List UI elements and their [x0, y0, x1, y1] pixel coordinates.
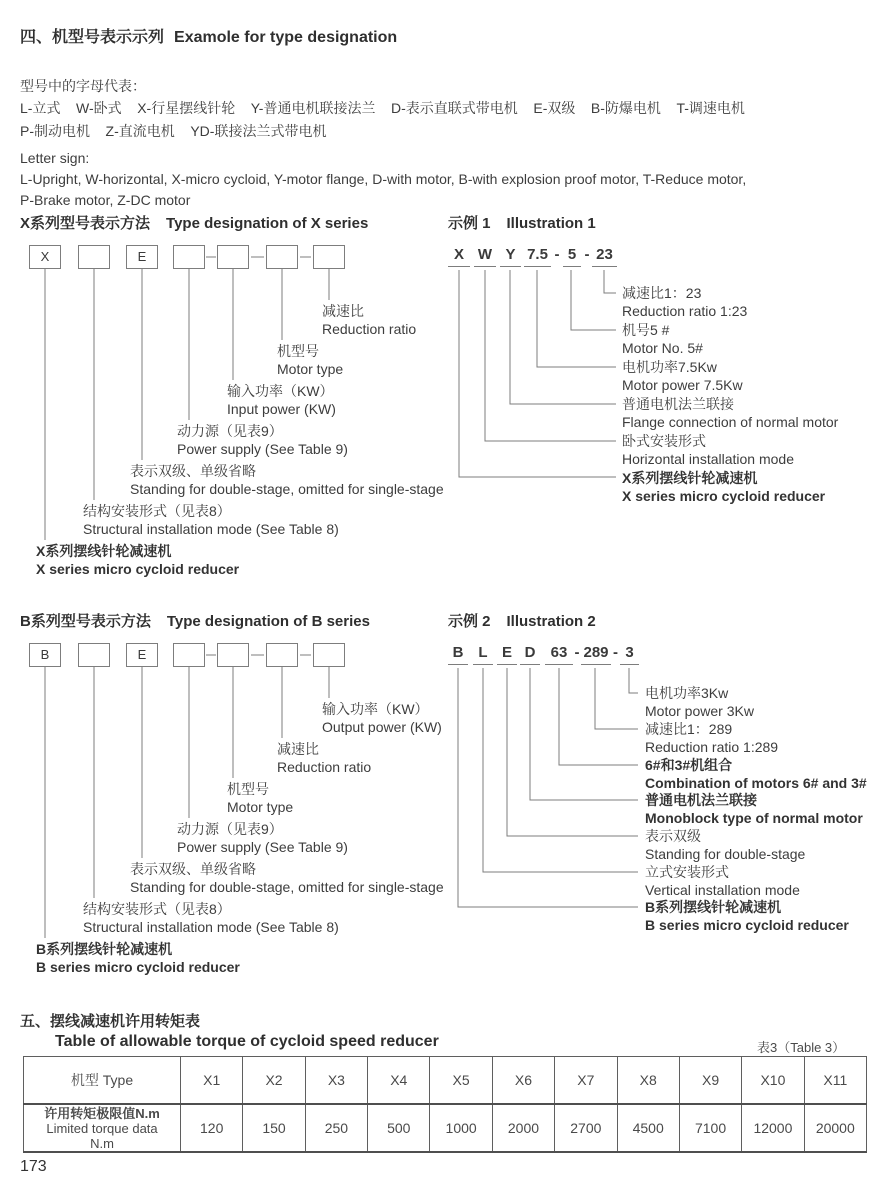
illustration2-code-b: B: [448, 644, 468, 665]
illustration2-code-63: 63: [545, 644, 573, 665]
illustration2-code-e: E: [497, 644, 517, 665]
illustration1-code-power: 7.5: [524, 246, 551, 267]
label-en: Reduction ratio 1:23: [622, 303, 748, 319]
label-en: Reduction ratio 1:289: [645, 739, 779, 755]
label-en: X series micro cycloid reducer: [622, 488, 826, 504]
label-cn: 电机功率3Kw: [645, 685, 729, 701]
illustration1-label-horizontal: [622, 432, 794, 468]
label-en: Flange connection of normal motor: [622, 414, 839, 430]
illustration2-label-motor-power: [645, 684, 754, 720]
label-cn: 6#和3#机组合: [645, 757, 733, 773]
b-series-box-1: B: [29, 643, 61, 667]
illustration1-code-dash2: -: [584, 246, 590, 263]
illustration2-code-dash2: -: [613, 644, 618, 661]
illustration2-code-l: L: [473, 644, 493, 665]
label-en: Standing for double-stage, omitted for single-stage: [130, 481, 444, 497]
x-series-label-motor-type: [277, 342, 343, 378]
label-en: Combination of motors 6# and 3#: [645, 775, 867, 791]
x-series-label-input-power: [227, 382, 336, 418]
column-header: X3: [305, 1057, 367, 1105]
label-cn: X系列摆线针轮减速机: [36, 543, 172, 559]
label-cn: 减速比: [277, 741, 319, 757]
page-number: 173: [20, 1158, 47, 1175]
label-cn: 结构安装形式（见表8）: [83, 901, 231, 917]
x-series-label-double-stage: [130, 462, 444, 498]
label-cn: 动力源（见表9）: [177, 821, 283, 837]
column-header: X11: [804, 1057, 866, 1105]
label-cn: 输入功率（KW）: [227, 383, 334, 399]
illustration1-label-motor-power: [622, 358, 743, 394]
column-header: X5: [430, 1057, 492, 1105]
label-cn: 机型号: [277, 343, 319, 359]
b-series-label-reduction-ratio: [277, 740, 371, 776]
letters-en-line2: P-Brake motor, Z-DC motor: [20, 192, 191, 208]
torque-section-heading-cn: 五、摆线减速机许用转矩表: [20, 1013, 201, 1030]
illustration2-code-dash: -: [574, 644, 580, 661]
label-en: Motor power 3Kw: [645, 703, 754, 719]
label-en: X series micro cycloid reducer: [36, 561, 240, 577]
table-reference: 表3（Table 3）: [757, 1040, 846, 1055]
table-cell: 7100: [679, 1104, 741, 1152]
b-series-label-motor-type: [227, 780, 293, 816]
x-series-heading-en: Type designation of X series: [166, 215, 369, 232]
label-cn: 表示双级、单级省略: [130, 861, 256, 877]
x-series-label-power-supply: [177, 422, 348, 458]
label-en: Motor No. 5#: [622, 340, 703, 356]
label-cn: 立式安装形式: [645, 864, 729, 880]
column-header: X7: [555, 1057, 617, 1105]
b-series-label-output-power: [322, 700, 442, 736]
illustration1-code-w: W: [474, 246, 496, 267]
label-en: Output power (KW): [322, 719, 442, 735]
letters-en-line1: L-Upright, W-horizontal, X-micro cycloid, Y-motor flange, D-with motor, B-with explosion proof motor, T-Reduce motor,: [20, 171, 747, 187]
column-header-type: 机型 Type: [24, 1057, 181, 1105]
illustration2-code-3: 3: [620, 644, 639, 665]
table-cell: 2700: [555, 1104, 617, 1152]
label-cn: 输入功率（KW）: [322, 701, 429, 717]
illustration2-label-reduction-ratio: [645, 720, 778, 756]
label-cn: 结构安装形式（见表8）: [83, 503, 231, 519]
b-series-label-reducer: [36, 940, 240, 976]
table-cell: 1000: [430, 1104, 492, 1152]
letters-cn-heading: 型号中的字母代表：: [20, 78, 146, 94]
b-series-heading-en: Type designation of B series: [166, 613, 370, 630]
x-series-label-installation-mode: [83, 502, 339, 538]
label-cn: 表示双级、单级省略: [130, 463, 256, 479]
label-cn: 电机功率7.5Kw: [622, 359, 717, 375]
illustration1-code-ratio: 23: [592, 246, 617, 267]
x-series-box-1: X: [29, 245, 61, 269]
label-en: Structural installation mode (See Table 8): [83, 919, 339, 935]
illustration1-code-dash: -: [554, 246, 560, 263]
label-cn: 减速比1：23: [622, 285, 702, 301]
label-en: B series micro cycloid reducer: [645, 917, 849, 933]
label-cn: 减速比1：289: [645, 721, 733, 737]
illustration2-label-vertical: [645, 863, 800, 899]
illustration1-label-motor-no: [622, 321, 703, 357]
torque-row-label: [24, 1104, 181, 1152]
label-en: Motor type: [227, 799, 294, 815]
label-cn: 减速比: [322, 303, 364, 319]
b-series-label-installation-mode: [83, 900, 339, 936]
label-en: Vertical installation mode: [645, 882, 800, 898]
b-series-label-power-supply: [177, 820, 348, 856]
x-series-heading-cn: X系列型号表示方法: [20, 215, 151, 232]
label-en: Standing for double-stage: [645, 846, 806, 862]
column-header: X9: [679, 1057, 741, 1105]
torque-row-label-en1: Limited torque data: [46, 1120, 158, 1136]
page-title-cn: 四、机型号表示示列: [20, 29, 165, 46]
label-cn: 机号5 #: [622, 322, 670, 338]
column-header: X2: [243, 1057, 305, 1105]
column-header: X8: [617, 1057, 679, 1105]
b-series-label-double-stage: [130, 860, 444, 896]
table-cell: 2000: [492, 1104, 554, 1152]
label-cn: 普通电机法兰联接: [645, 792, 757, 808]
torque-table-data-row: [24, 1104, 867, 1152]
table-cell: 250: [305, 1104, 367, 1152]
illustration1-label-reduction-ratio: [622, 284, 747, 320]
illustration2-code-289: 289: [581, 644, 611, 665]
column-header: X1: [181, 1057, 243, 1105]
table-cell: 20000: [804, 1104, 866, 1152]
illustration1-code-x: X: [448, 246, 470, 267]
label-cn: X系列摆线针轮减速机: [622, 470, 758, 486]
illustration1-heading-cn: 示例 1: [448, 215, 491, 232]
illustration2-label-monoblock: [645, 791, 863, 827]
illustration1-heading-en: Illustration 1: [506, 215, 596, 232]
page-title: [20, 24, 397, 47]
label-en: Reduction ratio: [322, 321, 417, 337]
table-cell: 150: [243, 1104, 305, 1152]
label-en: B series micro cycloid reducer: [36, 959, 240, 975]
label-cn: B系列摆线针轮减速机: [645, 899, 782, 915]
illustration2-code-d: D: [520, 644, 540, 665]
illustration2-label-double-stage: [645, 827, 805, 863]
illustration2-heading-cn: 示例 2: [448, 613, 491, 630]
label-en: Horizontal installation mode: [622, 451, 794, 467]
x-series-label-reduction-ratio: [322, 302, 416, 338]
illustration1-code-size: 5: [563, 246, 581, 267]
torque-table: [23, 1056, 867, 1153]
illustration2-label-reducer: [645, 898, 849, 934]
label-cn: 卧式安装形式: [622, 433, 706, 449]
torque-table-header-row: [24, 1057, 867, 1105]
label-en: Motor type: [277, 361, 344, 377]
label-en: Monoblock type of normal motor: [645, 810, 863, 826]
table-cell: 500: [368, 1104, 430, 1152]
page-title-en: Examole for type designation: [174, 29, 398, 46]
table-cell: 120: [181, 1104, 243, 1152]
label-en: Standing for double-stage, omitted for single-stage: [130, 879, 444, 895]
table-cell: 12000: [742, 1104, 804, 1152]
b-series-heading-cn: B系列型号表示方法: [20, 613, 151, 630]
label-cn: B系列摆线针轮减速机: [36, 941, 173, 957]
label-cn: 普通电机法兰联接: [622, 396, 734, 412]
label-en: Structural installation mode (See Table 8): [83, 521, 339, 537]
label-cn: 动力源（见表9）: [177, 423, 283, 439]
illustration1-label-flange: [622, 395, 838, 431]
label-cn: 机型号: [227, 781, 269, 797]
table-cell: 4500: [617, 1104, 679, 1152]
illustration2-heading-en: Illustration 2: [506, 613, 596, 630]
column-header: X10: [742, 1057, 804, 1105]
torque-row-label-en2: N.m: [90, 1135, 114, 1151]
label-en: Power supply (See Table 9): [177, 839, 348, 855]
letters-cn-line1: L-立式 W-卧式 X-行星摆线针轮 Y-普通电机联接法兰 D-表示直联式带电机 E-双级 B-防爆电机 T-调速电机: [20, 100, 745, 116]
illustration1-code-y: Y: [500, 246, 521, 267]
letter-sign-heading: Letter sign:: [20, 150, 90, 166]
label-en: Reduction ratio: [277, 759, 372, 775]
illustration2-label-combination: [645, 756, 867, 792]
label-en: Power supply (See Table 9): [177, 441, 348, 457]
column-header: X6: [492, 1057, 554, 1105]
b-series-connector-lines: [0, 628, 360, 944]
column-header: X4: [368, 1057, 430, 1105]
torque-row-label-cn: 许用转矩极限值N.m: [44, 1105, 160, 1121]
illustration1-label-reducer: [622, 469, 825, 505]
torque-section-heading-en: Table of allowable torque of cycloid speed reducer: [55, 1033, 439, 1050]
label-en: Motor power 7.5Kw: [622, 377, 743, 393]
b-series-box-3: E: [126, 643, 158, 667]
letters-cn-line2: P-制动电机 Z-直流电机 YD-联接法兰式带电机: [20, 123, 327, 139]
x-series-box-3: E: [126, 245, 158, 269]
label-cn: 表示双级: [645, 828, 701, 844]
label-en: Input power (KW): [227, 401, 336, 417]
x-series-label-reducer: [36, 542, 239, 578]
